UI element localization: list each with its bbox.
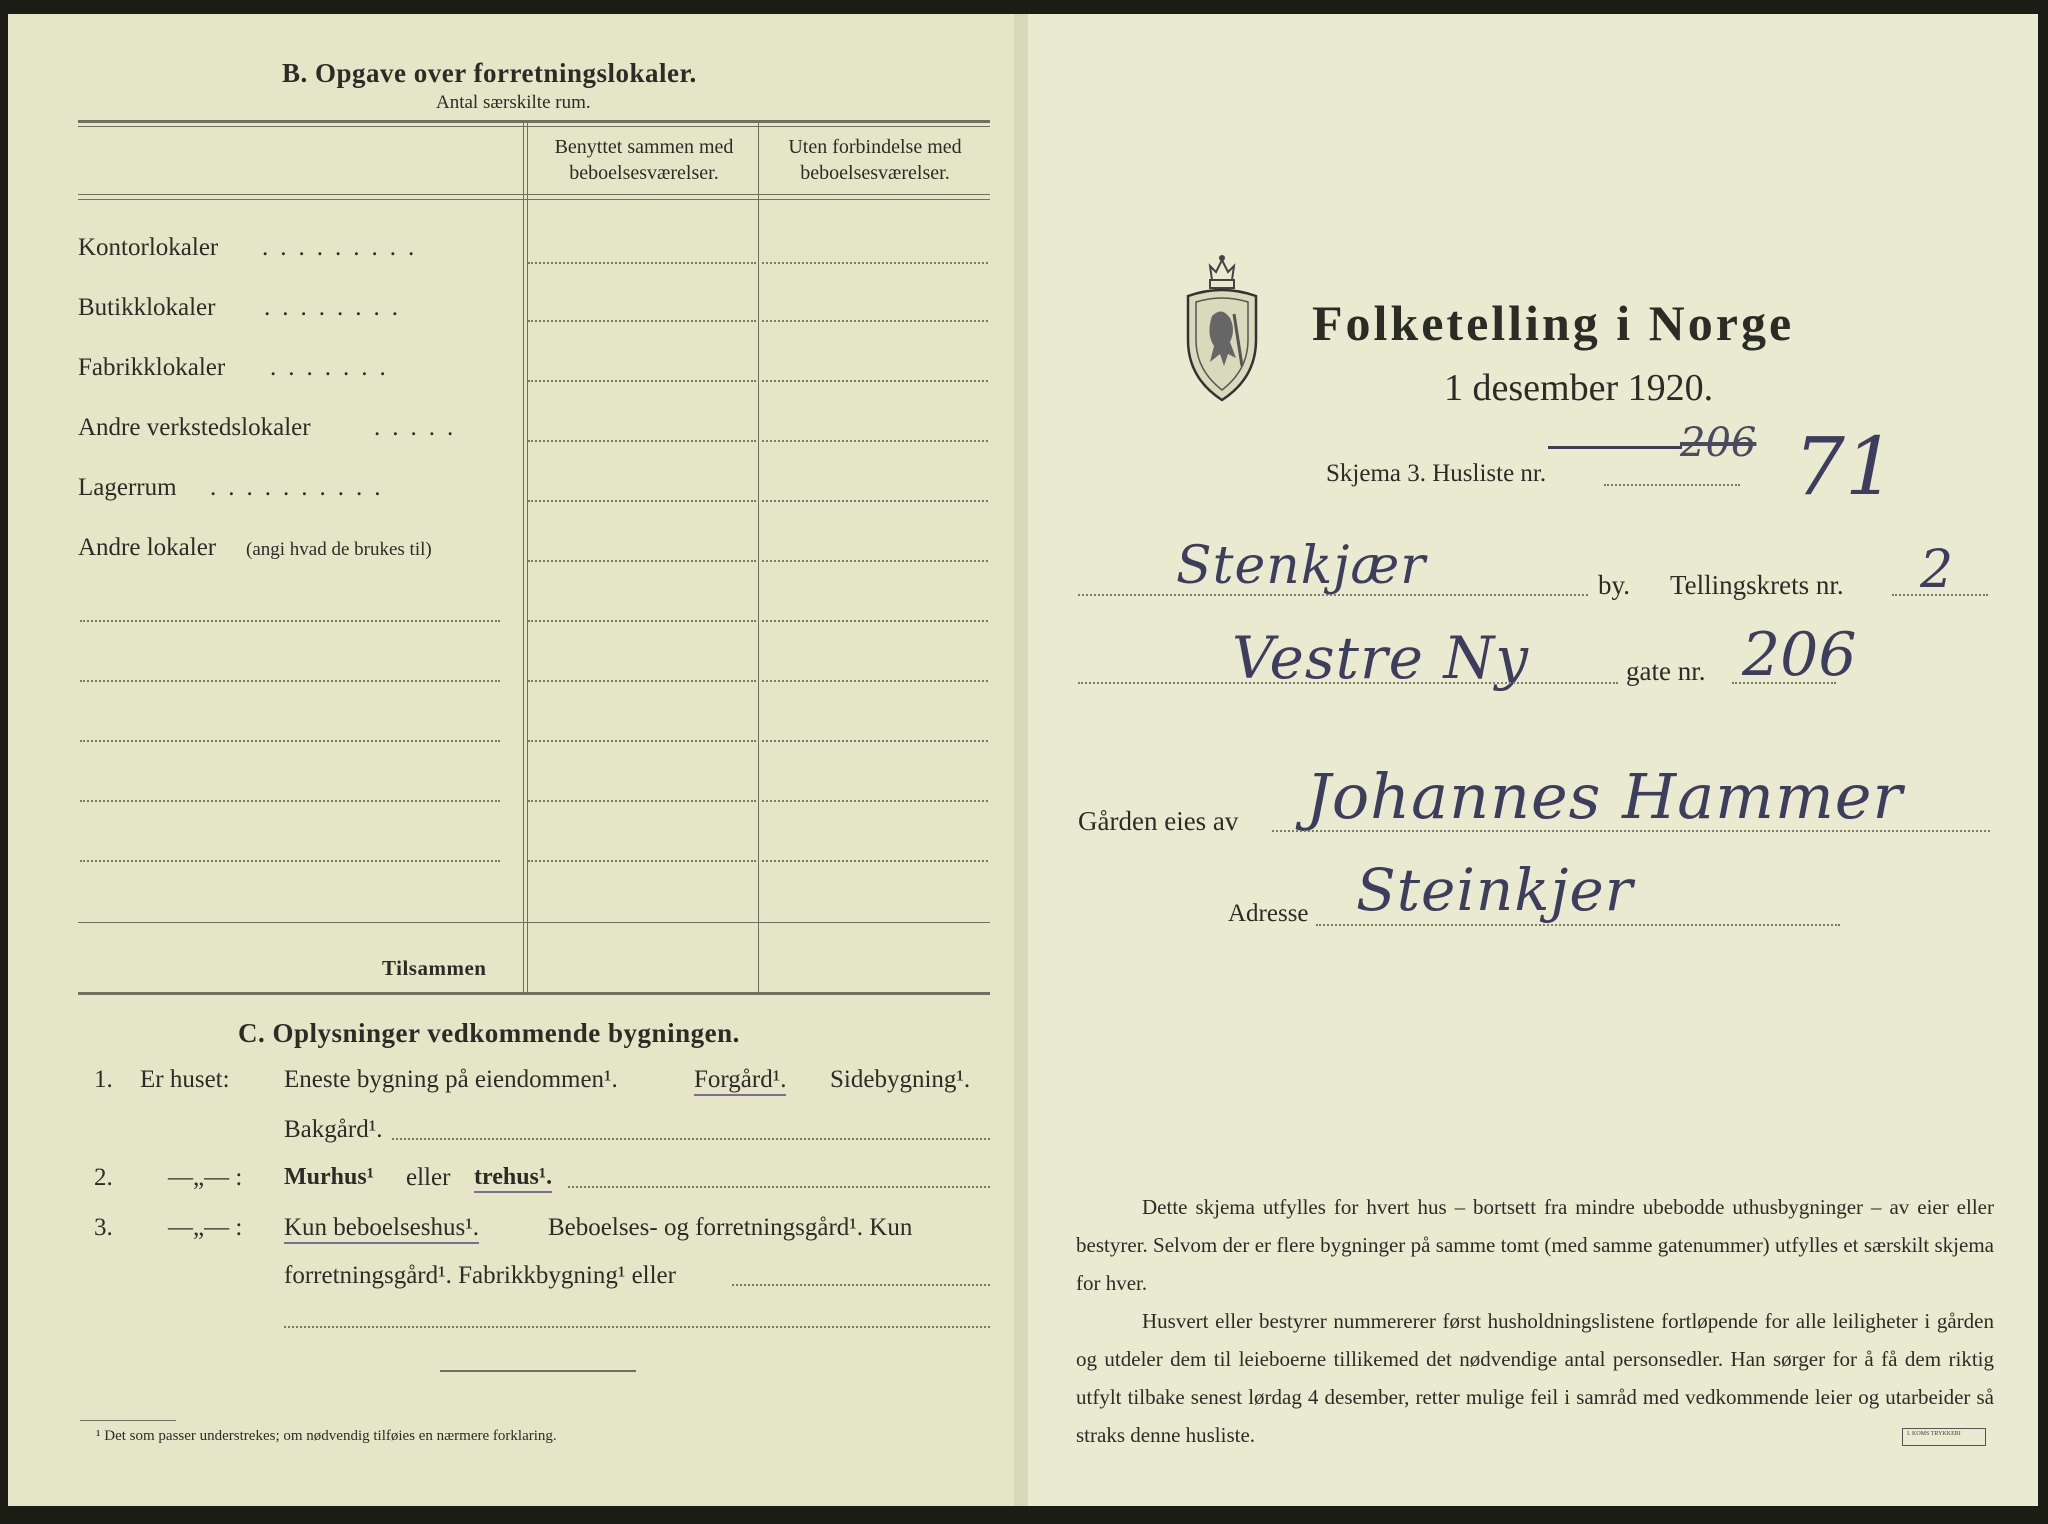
c-q3-lead: —„— : bbox=[168, 1214, 243, 1241]
schema-strike-line bbox=[1548, 446, 1682, 449]
b-cell-line bbox=[762, 500, 988, 502]
b-cell-line bbox=[528, 500, 756, 502]
b-cell-line bbox=[762, 620, 988, 622]
b-cell-line bbox=[762, 440, 988, 442]
b-cell-line bbox=[762, 560, 988, 562]
b-cell-line bbox=[80, 680, 500, 682]
b-cell-line bbox=[528, 620, 756, 622]
b-row-leader: .......... bbox=[210, 474, 393, 501]
c-q2-fill-line bbox=[568, 1186, 990, 1188]
instructions-paragraph-2: Husvert eller bestyrer nummererer først husholdningslistene fortløpende for alle leiligheter i gården og utdeler dem til leieboerne tillikemed det nødvendige antal personsedler. Han sørger for å få dem riktig utfylt tilbake senest lørdag 4 desember, retter mulige feil i samråd med vedkommende leier og utarbeider så straks denne husliste. bbox=[1076, 1309, 1994, 1447]
schema-fill-line bbox=[1604, 484, 1740, 486]
b-row-label-fabrikk: Fabrikklokaler bbox=[78, 354, 226, 381]
c-q1-option-eneste: Eneste bygning på eiendommen¹. bbox=[284, 1066, 618, 1093]
b-cell-line bbox=[762, 262, 988, 264]
b-row-label-lager: Lagerrum bbox=[78, 474, 177, 501]
b-cell-line bbox=[528, 320, 756, 322]
address-label: Adresse bbox=[1228, 900, 1309, 927]
krets-label: Tellingskrets nr. bbox=[1670, 570, 1844, 600]
b-col-divider-1 bbox=[523, 122, 524, 992]
c-q3-option-kun-beboelseshus: Kun beboelseshus¹. bbox=[284, 1214, 479, 1244]
gate-fill-line bbox=[1078, 682, 1618, 684]
b-row-leader: ......... bbox=[262, 234, 427, 261]
b-cell-line bbox=[80, 860, 500, 862]
b-cell-line bbox=[528, 440, 756, 442]
b-cell-line bbox=[762, 680, 988, 682]
b-cell-line bbox=[528, 380, 756, 382]
schema-number-value: 71 bbox=[1794, 420, 1896, 513]
b-table-top-rule bbox=[78, 120, 990, 123]
b-cell-line bbox=[528, 560, 756, 562]
b-header-bottom-rule bbox=[78, 194, 990, 195]
krets-value: 2 bbox=[1920, 540, 1954, 600]
footnote-rule bbox=[80, 1420, 176, 1421]
by-value: Stenkjær bbox=[1176, 536, 1427, 596]
c-q2-option-trehus: trehus¹. bbox=[474, 1164, 552, 1193]
b-table-top-rule-2 bbox=[78, 126, 990, 127]
c-end-rule bbox=[440, 1370, 636, 1372]
b-cell-line bbox=[528, 860, 756, 862]
b-cell-line bbox=[762, 740, 988, 742]
b-cell-line bbox=[80, 740, 500, 742]
c-q3-fill-line-2 bbox=[284, 1326, 990, 1328]
c-q2-lead: —„— : bbox=[168, 1164, 243, 1191]
owner-value: Johannes Hammer bbox=[1306, 760, 1904, 833]
by-label: by. bbox=[1598, 570, 1630, 600]
b-col2-header-line1: Uten forbindelse med bbox=[788, 136, 962, 158]
b-col1-header-line2: beboelsesværelser. bbox=[569, 162, 719, 184]
b-row-leader: ....... bbox=[270, 354, 398, 381]
b-cell-line bbox=[528, 680, 756, 682]
b-total-label: Tilsammen bbox=[382, 956, 487, 980]
gate-nr-fill-line bbox=[1732, 682, 1836, 684]
b-cell-line bbox=[528, 740, 756, 742]
c-q1-option-sidebygning: Sidebygning¹. bbox=[830, 1066, 971, 1093]
c-q1-number: 1. bbox=[94, 1066, 113, 1093]
printer-stamp: I. KOMS TRYKKERI bbox=[1902, 1428, 1986, 1446]
c-q1-fill-line bbox=[392, 1138, 990, 1140]
owner-label: Gården eies av bbox=[1078, 806, 1239, 836]
b-cell-line bbox=[762, 800, 988, 802]
c-q1-option-bakgard: Bakgård¹. bbox=[284, 1116, 383, 1143]
coat-of-arms-icon bbox=[1182, 254, 1262, 404]
b-cell-line bbox=[80, 620, 500, 622]
c-q3-option-forretningsgard: forretningsgård¹. Fabrikkbygning¹ eller bbox=[284, 1262, 676, 1289]
by-fill-line bbox=[1078, 594, 1588, 596]
gate-value: Vestre Ny bbox=[1232, 624, 1529, 692]
b-cell-line bbox=[528, 800, 756, 802]
b-row-label-andre: Andre lokaler bbox=[78, 534, 217, 561]
b-cell-line bbox=[762, 320, 988, 322]
b-col2-header-line2: beboelsesværelser. bbox=[800, 162, 950, 184]
b-col-divider-2 bbox=[758, 122, 759, 992]
b-cell-line bbox=[80, 800, 500, 802]
c-q2-number: 2. bbox=[94, 1164, 113, 1191]
instructions-paragraph-1: Dette skjema utfylles for hvert hus – bortsett fra mindre ubebodde uthusbygninger – av eier eller bestyrer. Selvom der er flere bygninger på samme tomt (med samme gatenummer) utfylles et særskilt skjema for hver. bbox=[1076, 1195, 1994, 1295]
section-c-title: C. Oplysninger vedkommende bygningen. bbox=[238, 1018, 740, 1048]
b-cell-line bbox=[528, 262, 756, 264]
section-b-subtitle: Antal særskilte rum. bbox=[436, 92, 591, 113]
address-value: Steinkjer bbox=[1356, 856, 1634, 924]
gate-label: gate nr. bbox=[1626, 656, 1706, 686]
schema-label: Skjema 3. Husliste nr. bbox=[1326, 460, 1547, 487]
b-row-note-andre: (angi hvad de brukes til) bbox=[246, 539, 432, 560]
owner-fill-line bbox=[1272, 830, 1990, 832]
b-row-label-butikk: Butikklokaler bbox=[78, 294, 216, 321]
krets-fill-line bbox=[1892, 594, 1988, 596]
b-cell-line bbox=[762, 380, 988, 382]
b-row-leader: ..... bbox=[374, 414, 466, 441]
schema-number-struck: 206 bbox=[1680, 420, 1757, 466]
census-title: Folketelling i Norge bbox=[1312, 295, 1795, 351]
c-q2-or: eller bbox=[406, 1164, 451, 1191]
address-fill-line bbox=[1316, 924, 1840, 926]
c-q2-option-murhus: Murhus¹ bbox=[284, 1164, 374, 1190]
c-q1-lead: Er huset: bbox=[140, 1066, 230, 1093]
c-q1-option-forgard: Forgård¹. bbox=[694, 1066, 786, 1096]
b-cell-line bbox=[762, 860, 988, 862]
census-date: 1 desember 1920. bbox=[1444, 367, 1714, 409]
b-row-leader: ........ bbox=[264, 294, 410, 321]
section-b-title: B. Opgave over forretningslokaler. bbox=[282, 58, 697, 88]
c-q3-option-beboelses-og-forretning: Beboelses- og forretningsgård¹. Kun bbox=[548, 1214, 913, 1241]
gate-number: 206 bbox=[1742, 620, 1857, 690]
b-table-bottom-rule bbox=[78, 992, 990, 995]
b-total-top-rule bbox=[78, 922, 990, 923]
b-row-label-verksted: Andre verkstedslokaler bbox=[78, 414, 311, 441]
b-header-bottom-rule-2 bbox=[78, 199, 990, 200]
footnote: ¹ Det som passer understrekes; om nødvendig tilføies en nærmere forklaring. bbox=[96, 1428, 557, 1444]
c-q3-fill-line bbox=[732, 1284, 990, 1286]
b-row-label-kontor: Kontorlokaler bbox=[78, 234, 219, 261]
b-col1-header-line1: Benyttet sammen med bbox=[554, 136, 734, 158]
c-q3-number: 3. bbox=[94, 1214, 113, 1241]
